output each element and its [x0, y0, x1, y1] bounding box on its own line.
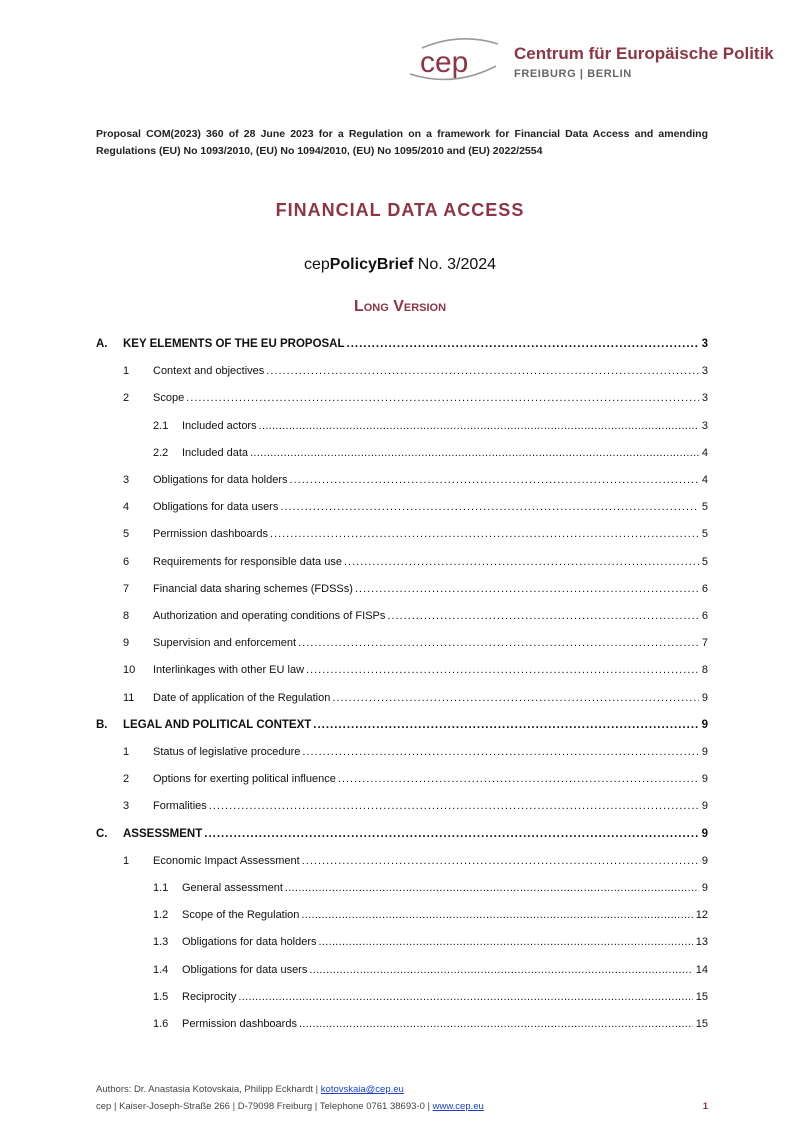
toc-entry-number: B. — [96, 718, 108, 731]
footer — [96, 1081, 708, 1115]
toc-leader-dots — [298, 637, 699, 649]
toc-entry[interactable] — [153, 882, 708, 894]
toc-entry[interactable] — [123, 392, 708, 404]
toc-leader-dots — [347, 338, 699, 350]
toc-entry-page: 9 — [701, 691, 708, 704]
cep-logo-icon — [404, 34, 504, 90]
toc-entry[interactable] — [153, 936, 708, 948]
toc-leader-dots — [302, 855, 699, 867]
toc-entry-number: 2 — [123, 773, 130, 786]
toc-entry[interactable] — [96, 338, 708, 350]
toc-entry-label: KEY ELEMENTS OF THE EU PROPOSAL — [123, 338, 345, 350]
toc-entry[interactable] — [153, 964, 708, 976]
toc-entry-number: 1.3 — [153, 936, 169, 949]
toc-entry-label: Obligations for data users — [182, 963, 308, 976]
logo-text: cep — [420, 46, 469, 79]
toc-entry[interactable] — [123, 800, 708, 812]
toc-entry-label: Interlinkages with other EU law — [153, 664, 305, 677]
toc-leader-dots — [313, 719, 698, 731]
toc-entry[interactable] — [123, 692, 708, 704]
toc-entry-number: 2 — [123, 392, 130, 405]
toc-entry-page: 9 — [701, 882, 708, 894]
toc-leader-dots — [299, 1018, 693, 1030]
toc-entry-number: 1 — [123, 365, 130, 378]
toc-entry-label: Options for exerting political influence — [153, 773, 336, 786]
toc-entry[interactable] — [96, 828, 708, 840]
toc-entry-number: 8 — [123, 610, 130, 622]
toc-leader-dots — [250, 447, 699, 459]
toc-entry-label: Date of application of the Regulation — [153, 691, 331, 704]
toc-entry-number: 3 — [123, 800, 130, 813]
toc-entry-number: 1.6 — [153, 1018, 169, 1030]
toc-entry-number: A. — [96, 338, 108, 350]
toc-entry-page: 3 — [701, 338, 708, 350]
toc-entry-label: Economic Impact Assessment — [153, 854, 300, 867]
footer-authors: Authors: Dr. Anastasia Kotovskaia, Philipp Eckhardt | — [96, 1084, 319, 1095]
toc-entry[interactable] — [153, 447, 708, 459]
toc-entry-label: Authorization and operating conditions of FISPs — [153, 610, 386, 622]
author-email-link[interactable]: kotovskaia@cep.eu — [320, 1084, 404, 1095]
toc-entry-label: ASSESSMENT — [123, 827, 203, 840]
series-number: No. 3/2024 — [417, 256, 497, 273]
toc-entry-label: Obligations for data users — [153, 501, 279, 514]
page-number: 1 — [702, 1101, 708, 1112]
footer-authors-line — [96, 1081, 708, 1098]
toc-entry-page: 6 — [701, 582, 708, 595]
toc-leader-dots — [332, 692, 699, 704]
toc-entry-page: 4 — [701, 446, 708, 459]
toc-entry-number: 2.1 — [153, 419, 169, 432]
toc-entry-number: 11 — [123, 691, 135, 704]
toc-entry-label: Requirements for responsible data use — [153, 555, 342, 568]
toc-entry-number: 1.1 — [153, 882, 169, 894]
toc-entry-label: Included actors — [182, 419, 257, 432]
toc-entry[interactable] — [123, 474, 708, 486]
toc-entry-label: Reciprocity — [182, 990, 237, 1003]
toc-entry-page: 4 — [701, 474, 708, 486]
toc-entry-number: 2.2 — [153, 446, 169, 459]
toc-entry-number: 10 — [123, 664, 136, 677]
toc-leader-dots — [209, 800, 699, 812]
toc-entry-label: Context and objectives — [153, 365, 265, 378]
toc-entry-number: 1 — [123, 854, 130, 867]
toc-entry-page: 5 — [701, 501, 708, 514]
toc-entry-number: 1.2 — [153, 909, 169, 922]
toc-entry-page: 13 — [695, 936, 708, 949]
toc-entry-number: 1 — [123, 746, 130, 758]
toc-entry-label: Obligations for data holders — [182, 936, 317, 949]
toc-entry-page: 7 — [701, 637, 708, 650]
cep-logo — [404, 34, 774, 90]
toc-entry-page: 9 — [701, 773, 708, 786]
toc-entry-label: Scope of the Regulation — [182, 909, 300, 922]
toc-entry-page: 9 — [701, 800, 708, 813]
toc-leader-dots — [238, 991, 692, 1003]
toc-leader-dots — [302, 746, 699, 758]
toc-entry-page: 9 — [701, 854, 708, 867]
toc-entry-number: 1.5 — [153, 990, 169, 1003]
toc-leader-dots — [355, 583, 699, 595]
toc-entry-number: 3 — [123, 474, 130, 486]
toc-entry[interactable] — [96, 719, 708, 731]
toc-entry[interactable] — [153, 991, 708, 1003]
toc-entry[interactable] — [123, 746, 708, 758]
toc-leader-dots — [204, 828, 698, 840]
toc-entry-page: 3 — [701, 392, 708, 405]
toc-entry-label: Status of legislative procedure — [153, 746, 301, 758]
toc-entry-page: 5 — [701, 528, 708, 541]
toc-entry[interactable] — [123, 528, 708, 540]
toc-entry-number: 1.4 — [153, 963, 169, 976]
toc-entry[interactable] — [123, 501, 708, 513]
toc-leader-dots — [309, 964, 692, 976]
brand-subtitle: FREIBURG | BERLIN — [514, 68, 632, 80]
toc-entry-number: 6 — [123, 555, 130, 568]
toc-entry-number: 9 — [123, 637, 130, 650]
toc-entry-label: Permission dashboards — [182, 1018, 297, 1030]
toc-entry-label: LEGAL AND POLITICAL CONTEXT — [123, 718, 312, 731]
series-prefix: cep — [303, 256, 330, 273]
series-line — [0, 256, 800, 274]
brand-name: Centrum für Europäische Politik — [514, 44, 774, 63]
toc-entry-page: 12 — [695, 909, 708, 922]
footer-address-line — [96, 1098, 708, 1115]
toc-leader-dots — [344, 556, 699, 568]
toc-entry[interactable] — [123, 583, 708, 595]
toc-entry[interactable] — [153, 909, 708, 921]
footer-address: cep | Kaiser-Joseph-Straße 266 | D-79098 Freiburg | Telephone 0761 38693-0 | — [96, 1101, 430, 1112]
toc-entry[interactable] — [153, 1018, 708, 1030]
series-name: PolicyBrief — [329, 256, 414, 273]
toc-entry-page: 15 — [695, 990, 708, 1003]
toc-leader-dots — [186, 392, 699, 404]
toc-entry[interactable] — [123, 855, 708, 867]
toc-entry-page: 6 — [701, 610, 708, 622]
toc-entry-page: 15 — [695, 1018, 708, 1030]
toc-entry-page: 9 — [701, 746, 708, 758]
toc-leader-dots — [259, 420, 699, 432]
toc-entry-label: Included data — [182, 446, 249, 459]
toc-entry[interactable] — [123, 664, 708, 676]
toc-leader-dots — [319, 936, 693, 948]
toc-leader-dots — [338, 773, 699, 785]
toc-leader-dots — [301, 909, 692, 921]
toc-entry[interactable] — [123, 637, 708, 649]
toc-entry-label: Scope — [153, 392, 185, 405]
toc-entry-page: 8 — [701, 664, 708, 677]
toc-entry[interactable] — [123, 610, 708, 622]
toc-entry-number: 4 — [123, 501, 130, 514]
toc-entry-label: Formalities — [153, 800, 207, 813]
version-label: Long Version — [353, 298, 447, 315]
toc-entry-page: 9 — [701, 718, 708, 731]
toc-entry-label: Permission dashboards — [153, 528, 268, 541]
toc-entry-label: Obligations for data holders — [153, 474, 288, 486]
website-link[interactable]: www.cep.eu — [432, 1101, 484, 1112]
toc-entry-page: 14 — [695, 963, 708, 976]
toc-entry[interactable] — [123, 773, 708, 785]
toc-leader-dots — [280, 501, 699, 513]
toc-entry-page: 3 — [701, 419, 708, 432]
toc-leader-dots — [285, 882, 699, 894]
toc-entry-number: C. — [96, 827, 108, 840]
toc-entry-label: General assessment — [182, 882, 283, 894]
toc-entry-number: 7 — [123, 582, 130, 595]
toc-leader-dots — [270, 528, 699, 540]
toc-entry-number: 5 — [123, 528, 130, 541]
toc-entry[interactable] — [123, 365, 708, 377]
toc-leader-dots — [290, 474, 699, 486]
toc-entry-page: 3 — [701, 365, 708, 378]
toc-entry[interactable] — [153, 420, 708, 432]
toc-entry-page: 5 — [701, 555, 708, 568]
toc-leader-dots — [266, 365, 699, 377]
toc-entry[interactable] — [123, 556, 708, 568]
toc-entry-label: Supervision and enforcement — [153, 637, 297, 650]
toc-entry-page: 9 — [701, 827, 708, 840]
toc-leader-dots — [306, 664, 699, 676]
toc-entry-label: Financial data sharing schemes (FDSSs) — [153, 582, 353, 595]
document-title: FINANCIAL DATA ACCESS — [275, 200, 525, 220]
toc-leader-dots — [387, 610, 699, 622]
proposal-reference: Proposal COM(2023) 360 of 28 June 2023 for a Regulation on a framework for Financial Data Access and amending Regulations (EU) No 1093/2010, (EU) No 1094/2010, (EU) No 1095/2010 and (EU) 2022/2554 — [96, 128, 708, 157]
